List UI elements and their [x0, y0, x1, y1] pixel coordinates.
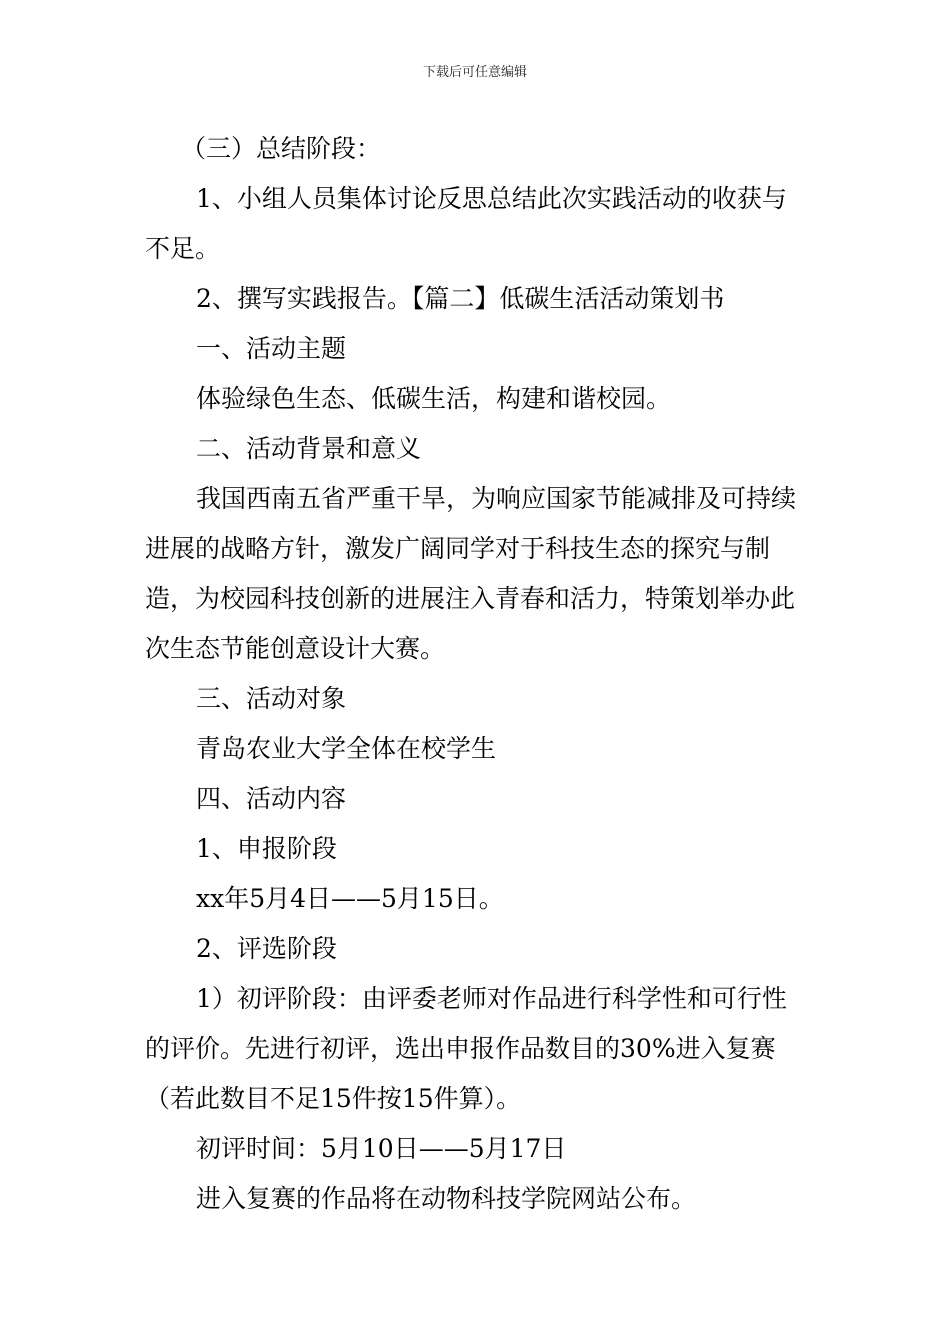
- subheading-selection: 2、评选阶段: [196, 934, 337, 963]
- subheading-application: 1、申报阶段: [196, 834, 337, 863]
- section-heading-background: 二、活动背景和意义: [196, 434, 422, 463]
- paragraph-preliminary-time: 初评时间：5月10日——5月17日: [196, 1134, 567, 1163]
- section-heading-summary-stage: （三）总结阶段：: [181, 134, 382, 163]
- section-heading-content: 四、活动内容: [196, 784, 347, 813]
- paragraph-target: 青岛农业大学全体在校学生: [196, 734, 497, 763]
- section-heading-target: 三、活动对象: [196, 684, 347, 713]
- page-header-note: 下载后可任意编辑: [422, 65, 527, 80]
- document-body: [145, 124, 807, 1224]
- paragraph-announcement: 进入复赛的作品将在动物科技学院网站公布。: [196, 1184, 697, 1213]
- paragraph-application-date: xx年5月4日——5月15日。: [196, 884, 504, 913]
- paragraph-background: 我国西南五省严重干旱，为响应国家节能减排及可持续进展的战略方针，激发广阔同学对于科技生态的探究与制造，为校园科技创新的进展注入青春和活力，特策划举办此次生态节能创意设计大赛。: [145, 484, 797, 663]
- paragraph-discussion: 1、小组人员集体讨论反思总结此次实践活动的收获与不足。: [145, 184, 787, 263]
- paragraph-theme: 体验绿色生态、低碳生活，构建和谐校园。: [196, 384, 672, 413]
- paragraph-preliminary: 1）初评阶段：由评委老师对作品进行科学性和可行性的评价。先进行初评，选出申报作品数目的30%进入复赛（若此数目不足15件按15件算）。: [145, 984, 787, 1113]
- paragraph-report: 2、撰写实践报告。【篇二】低碳生活活动策划书: [196, 284, 725, 313]
- section-heading-theme: 一、活动主题: [196, 334, 347, 363]
